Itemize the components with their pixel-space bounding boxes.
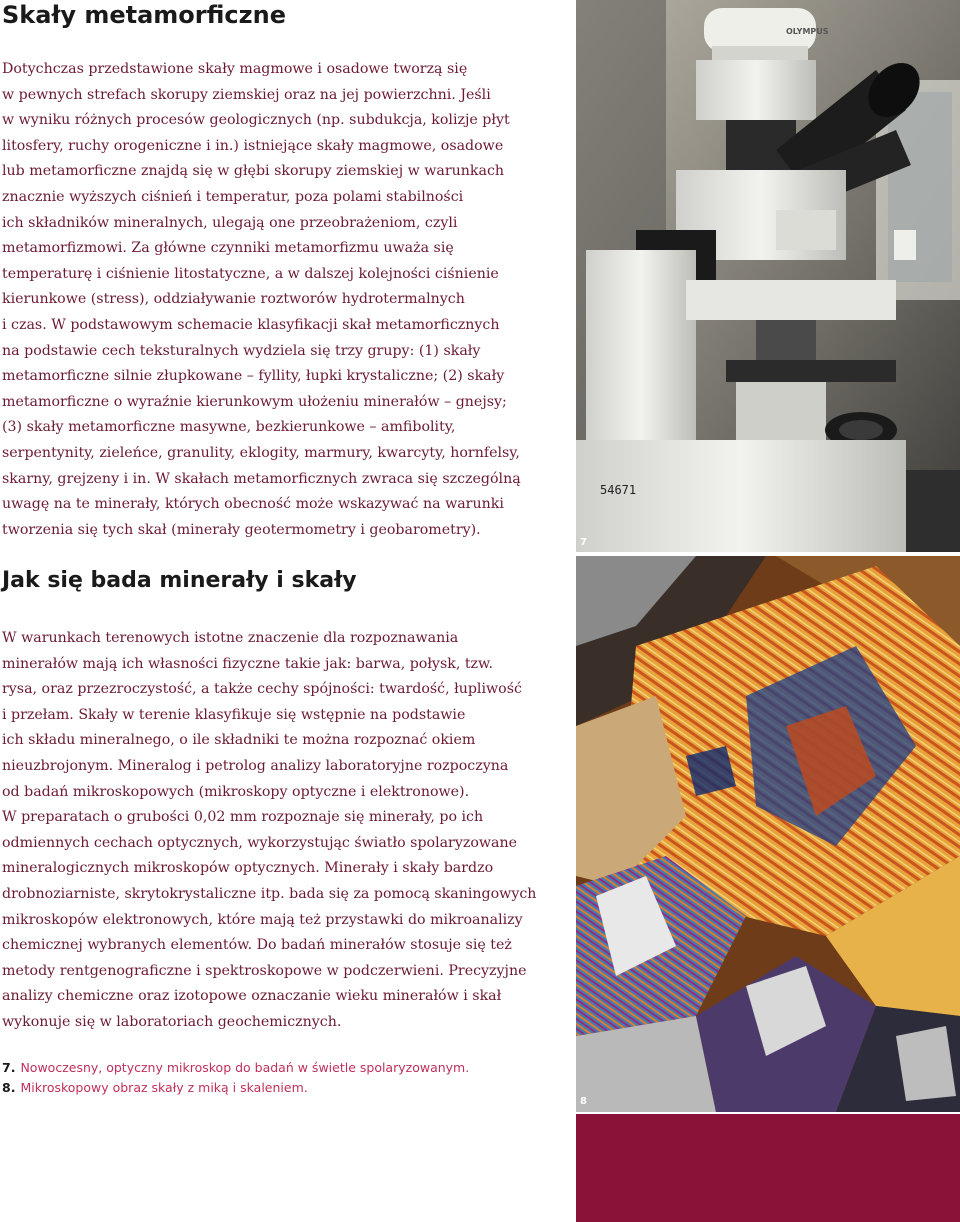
figure-8-micrograph: [576, 556, 960, 1112]
methods-paragraph: [2, 626, 558, 1036]
text-line: kierunkowe (stress), oddziaływanie roztworów hydrotermalnych: [2, 291, 465, 308]
text-line: na podstawie cech teksturalnych wydziela się trzy grupy: (1) skały: [2, 342, 481, 359]
accent-band: [576, 1114, 960, 1222]
text-line: i czas. W podstawowym schemacie klasyfikacji skał metamorficznych: [2, 316, 500, 333]
text-line: odmiennych cechach optycznych, wykorzystując światło spolaryzowane: [2, 834, 518, 851]
figure-number: 8: [580, 1096, 587, 1107]
text-line: tworzenia się tych skał (minerały geotermometry i geobarometry).: [2, 521, 481, 538]
text-line: znacznie wyższych ciśnień i temperatur, poza polami stabilności: [2, 188, 464, 205]
text-line: metamorficzne silnie złupkowane – fyllity, łupki krystaliczne; (2) skały: [2, 368, 505, 385]
text-line: W warunkach terenowych istotne znaczenie dla rozpoznawania: [2, 630, 459, 646]
text-line: chemicznej wybranych elementów. Do badań minerałów stosuje się też: [2, 937, 512, 954]
text-line: mineralogicznych mikroskopów optycznych. Minerały i skały bardzo: [2, 860, 494, 877]
caption-number: 7.: [2, 1060, 16, 1075]
text-line: ich składu mineralnego, o ile składniki te można rozpoznać okiem: [2, 732, 476, 749]
microscope-illustration: [576, 0, 960, 552]
text-line: mikroskopów elektronowych, które mają też przystawki do mikroanalizy: [2, 911, 523, 928]
intro-paragraph: [2, 57, 558, 543]
caption-text: Nowoczesny, optyczny mikroskop do badań w świetle spolaryzowanym.: [20, 1060, 470, 1075]
text-line: W preparatach o grubości 0,02 mm rozpoznaje się minerały, po ich: [2, 809, 484, 826]
text-line: metamorfizmowi. Za główne czynniki metamorfizmu uważa się: [2, 240, 454, 257]
text-line: lub metamorficzne znajdą się w głębi skorupy ziemskiej w warunkach: [2, 163, 505, 180]
text-line: w wyniku różnych procesów geologicznych (np. subdukcja, kolizje płyt: [2, 112, 510, 129]
text-line: i przełam. Skały w terenie klasyfikuje się wstępnie na podstawie: [2, 706, 466, 723]
text-line: wykonuje się w laboratoriach geochemicznych.: [2, 1013, 342, 1030]
text-line: (3) skały metamorficzne masywne, bezkierunkowe – amfibolity,: [2, 419, 456, 436]
text-line: rysa, oraz przezroczystość, a także cechy spójności: twardość, łupliwość: [2, 681, 522, 698]
text-line: analizy chemiczne oraz izotopowe oznaczanie wieku minerałów i skał: [2, 988, 502, 1005]
text-line: w pewnych strefach skorupy ziemskiej oraz na jej powierzchni. Jeśli: [2, 86, 491, 103]
section-heading: Jak się bada minerały i skały: [2, 568, 357, 593]
caption-text: Mikroskopowy obraz skały z miką i skaleniem.: [20, 1080, 308, 1095]
text-line: litosfery, ruchy orogeniczne i in.) istniejące skały magmowe, osadowe: [2, 137, 504, 154]
text-line: Dotychczas przedstawione skały magmowe i osadowe tworzą się: [2, 61, 468, 77]
text-line: uwagę na te minerały, których obecność może wskazywać na warunki: [2, 496, 504, 513]
figure-captions: [2, 1058, 469, 1098]
brand-label: OLYMPUS: [786, 27, 829, 36]
caption-7: [2, 1058, 469, 1078]
text-line: serpentynity, zieleńce, granulity, eklogity, marmury, kwarcyty, hornfelsy,: [2, 444, 520, 461]
text-line: metody rentgenograficzne i spektroskopowe w podczerwieni. Precyzyjne: [2, 962, 527, 979]
figure-7-microscope-photo: [576, 0, 960, 552]
caption-8: [2, 1078, 469, 1098]
text-line: metamorficzne o wyraźnie kierunkowym ułożeniu minerałów – gnejsy;: [2, 393, 507, 410]
figure-number: 7: [580, 537, 587, 548]
caption-number: 8.: [2, 1080, 16, 1095]
text-line: skarny, grejzeny i in. W skałach metamorficznych zwraca się szczególną: [2, 470, 521, 487]
text-line: drobnoziarniste, skrytokrystaliczne itp. bada się za pomocą skaningowych: [2, 885, 537, 902]
text-line: od badań mikroskopowych (mikroskopy optyczne i elektronowe).: [2, 783, 470, 800]
text-line: temperaturę i ciśnienie litostatyczne, a w dalszej kolejności ciśnienie: [2, 265, 499, 282]
text-line: minerałów mają ich własności fizyczne takie jak: barwa, połysk, tzw.: [2, 655, 493, 672]
sticker-label: 54671: [600, 483, 637, 497]
micrograph-illustration: [576, 556, 960, 1112]
text-line: ich składników mineralnych, ulegają one przeobrażeniom, czyli: [2, 214, 458, 231]
page-title: Skały metamorficzne: [2, 1, 286, 29]
text-line: nieuzbrojonym. Mineralog i petrolog analizy laboratoryjne rozpoczyna: [2, 757, 509, 774]
